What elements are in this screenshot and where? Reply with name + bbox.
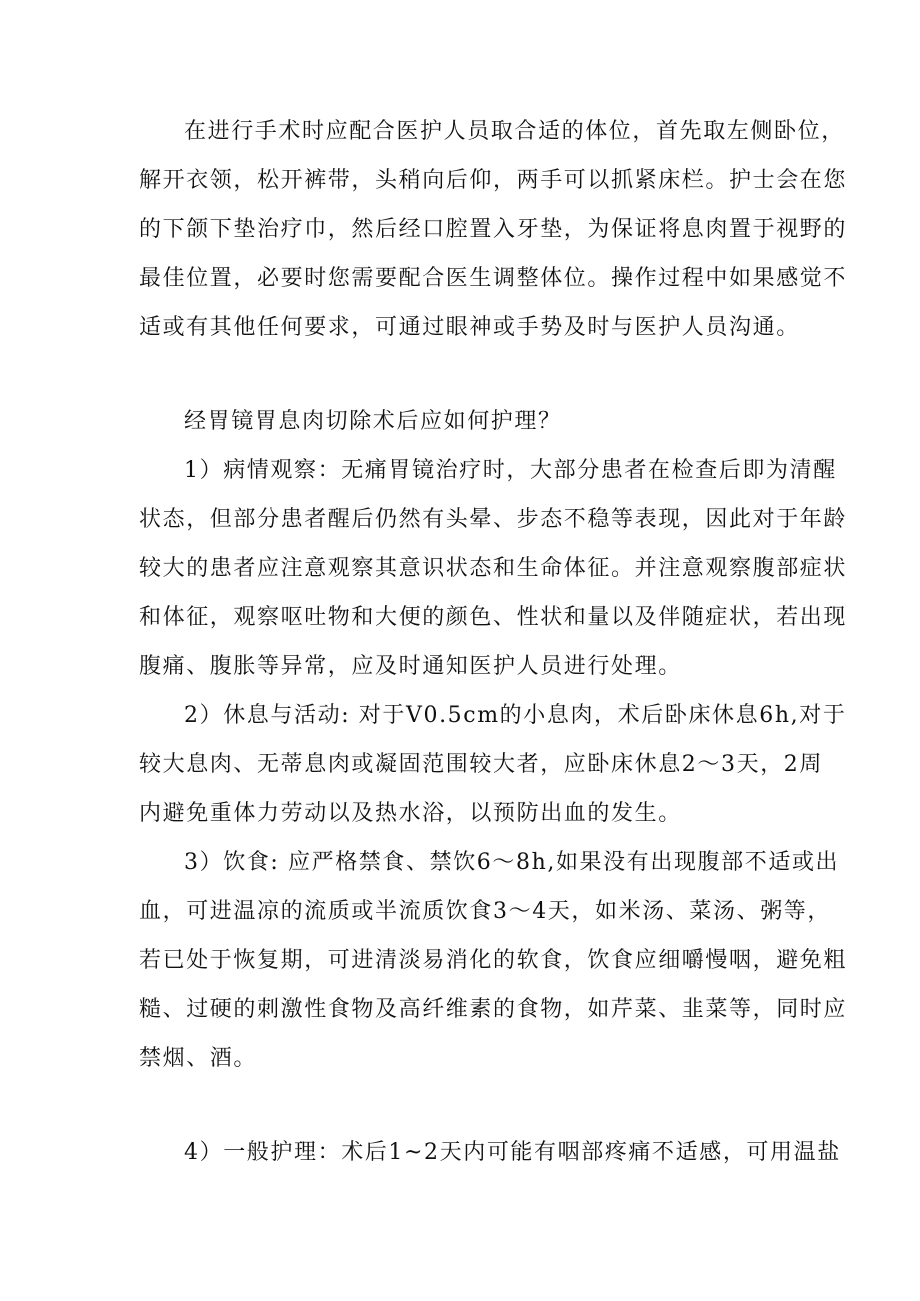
- text-line: 1）病情观察：无痛胃镜治疗时，大部分患者在检查后即为清醒: [184, 458, 837, 483]
- text-line: 3）饮食: 应严格禁食、禁饮6～8h,如果没有出现腹部不适或出: [184, 850, 840, 875]
- text-line: 状态，但部分患者醒后仍然有头晕、步态不稳等表现，因此对于年龄: [139, 507, 848, 532]
- text-line: 较大的患者应注意观察其意识状态和生命体征。并注意观察腹部症状: [139, 556, 848, 581]
- section-question: 经胃镜胃息肉切除术后应如何护理？: [184, 409, 562, 434]
- text-line: 2）休息与活动: 对于V0.5cm的小息肉，术后卧床休息6h,对于: [184, 703, 847, 728]
- text-line: 较大息肉、无蒂息肉或凝固范围较大者，应卧床休息2～3天，2周: [139, 752, 823, 777]
- text-line: 血，可进温凉的流质或半流质饮食3～4天，如米汤、菜汤、粥等，: [139, 899, 831, 924]
- text-line: 解开衣领，松开裤带，头稍向后仰，两手可以抓紧床栏。护士会在您: [139, 168, 848, 193]
- text-line: 若已处于恢复期，可进清淡易消化的软食，饮食应细嚼慢咽，避免粗: [139, 948, 848, 973]
- text-line: 最佳位置，必要时您需要配合医生调整体位。操作过程中如果感觉不: [139, 266, 848, 291]
- text-line: 在进行手术时应配合医护人员取合适的体位，首先取左侧卧位，: [184, 119, 845, 144]
- text-line: 禁烟、酒。: [139, 1046, 258, 1071]
- text-line: 和体征，观察呕吐物和大便的颜色、性状和量以及伴随症状，若出现: [139, 605, 848, 630]
- text-line: 腹痛、腹胀等异常，应及时通知医护人员进行处理。: [139, 654, 682, 679]
- text-line: 糙、过硬的刺激性食物及高纤维素的食物，如芹菜、韭菜等，同时应: [139, 997, 848, 1022]
- text-line: 内避免重体力劳动以及热水浴，以预防出血的发生。: [139, 801, 682, 826]
- text-line: 4）一般护理：术后1~2天内可能有咽部疼痛不适感，可用温盐: [184, 1140, 841, 1165]
- text-line: 的下颌下垫治疗巾，然后经口腔置入牙垫，为保证将息肉置于视野的: [139, 217, 848, 242]
- text-line: 适或有其他任何要求，可通过眼神或手势及时与医护人员沟通。: [139, 315, 800, 340]
